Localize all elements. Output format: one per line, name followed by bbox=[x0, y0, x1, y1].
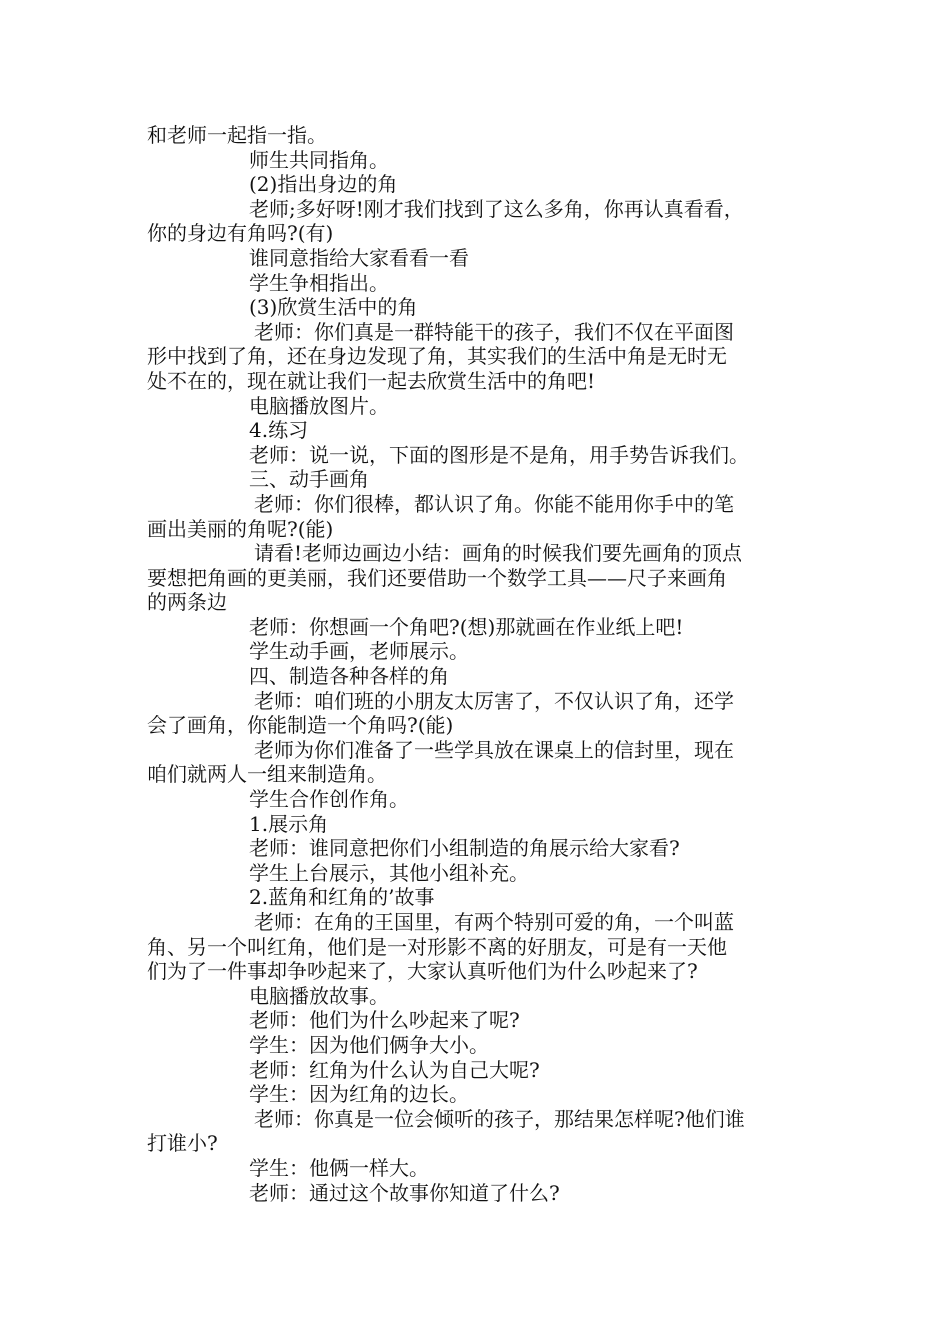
text-line: 老师：在角的王国里，有两个特别可爱的角，一个叫蓝 bbox=[254, 910, 734, 934]
text-line: 学生合作创作角。 bbox=[249, 787, 409, 812]
text-line: 会了画角，你能制造一个角吗?(能) bbox=[147, 713, 454, 738]
text-line: 老师为你们准备了一些学具放在课桌上的信封里，现在 bbox=[254, 737, 734, 762]
text-line: 要想把角画的更美丽，我们还要借助一个数学工具——尺子来画角 bbox=[147, 565, 727, 590]
text-line: 咱们就两人一组来制造角。 bbox=[147, 762, 387, 787]
text-line: 打谁小? bbox=[147, 1131, 218, 1156]
text-line: 老师：你们真是一群特能干的孩子，我们不仅在平面图 bbox=[254, 319, 734, 344]
text-line: 老师：红角为什么认为自己大呢? bbox=[249, 1057, 540, 1082]
text-line: 老师：他们为什么吵起来了呢? bbox=[249, 1008, 520, 1033]
text-line: 的两条边 bbox=[147, 590, 227, 615]
text-line: 学生上台展示，其他小组补充。 bbox=[249, 860, 529, 885]
text-line: 老师：你想画一个角吧?(想)那就画在作业纸上吧! bbox=[249, 614, 684, 639]
text-line: 师生共同指角。 bbox=[249, 147, 389, 172]
text-line: 角、另一个叫红角，他们是一对形影不离的好朋友，可是有一天他 bbox=[147, 934, 727, 959]
text-line: 形中找到了角，还在身边发现了角，其实我们的生活中角是无时无 bbox=[147, 344, 727, 369]
text-line: 学生：因为他们俩争大小。 bbox=[249, 1032, 489, 1057]
text-line: 请看!老师边画边小结：画角的时候我们要先画角的顶点 bbox=[254, 541, 743, 566]
text-line: 学生：他俩一样大。 bbox=[249, 1155, 429, 1180]
text-line: 学生动手画，老师展示。 bbox=[249, 639, 469, 664]
text-line: 画出美丽的角呢?(能) bbox=[147, 516, 334, 541]
text-line: 老师：咱们班的小朋友太厉害了，不仅认识了角，还学 bbox=[254, 688, 734, 713]
text-line: 2.蓝角和红角的’故事 bbox=[249, 885, 435, 910]
text-line: 学生：因为红角的边长。 bbox=[249, 1082, 469, 1107]
text-line: 们为了一件事却争吵起来了，大家认真听他们为什么吵起来了? bbox=[147, 959, 698, 984]
text-line: 老师：通过这个故事你知道了什么? bbox=[249, 1180, 560, 1205]
document-body bbox=[147, 123, 807, 1205]
text-line: 处不在的，现在就让我们一起去欣赏生活中的角吧! bbox=[147, 368, 596, 393]
text-line: 老师：你们很棒，都认识了角。你能不能用你手中的笔 bbox=[254, 491, 734, 516]
text-line: 四、制造各种各样的角 bbox=[249, 664, 449, 689]
text-line: 老师：谁同意把你们小组制造的角展示给大家看? bbox=[249, 836, 680, 861]
text-line: (3)欣赏生活中的角 bbox=[249, 295, 418, 320]
text-line: 学生争相指出。 bbox=[249, 270, 389, 295]
text-line: 4.练习 bbox=[249, 418, 309, 443]
text-line: 三、动手画角 bbox=[249, 467, 369, 492]
text-line: 老师：说一说，下面的图形是不是角，用手势告诉我们。 bbox=[249, 442, 749, 467]
text-line: 电脑播放图片。 bbox=[249, 393, 389, 418]
text-line: 谁同意指给大家看看一看 bbox=[249, 245, 469, 270]
text-line: 1.展示角 bbox=[249, 811, 329, 836]
text-line: 老师;多好呀!刚才我们找到了这么多角，你再认真看看， bbox=[249, 196, 744, 221]
text-line: 和老师一起指一指。 bbox=[147, 123, 327, 147]
text-line: 电脑播放故事。 bbox=[249, 983, 389, 1008]
text-line: (2)指出身边的角 bbox=[249, 172, 398, 197]
text-line: 你的身边有角吗?(有) bbox=[147, 221, 334, 246]
text-line: 老师：你真是一位会倾听的孩子，那结果怎样呢?他们谁 bbox=[254, 1106, 745, 1131]
